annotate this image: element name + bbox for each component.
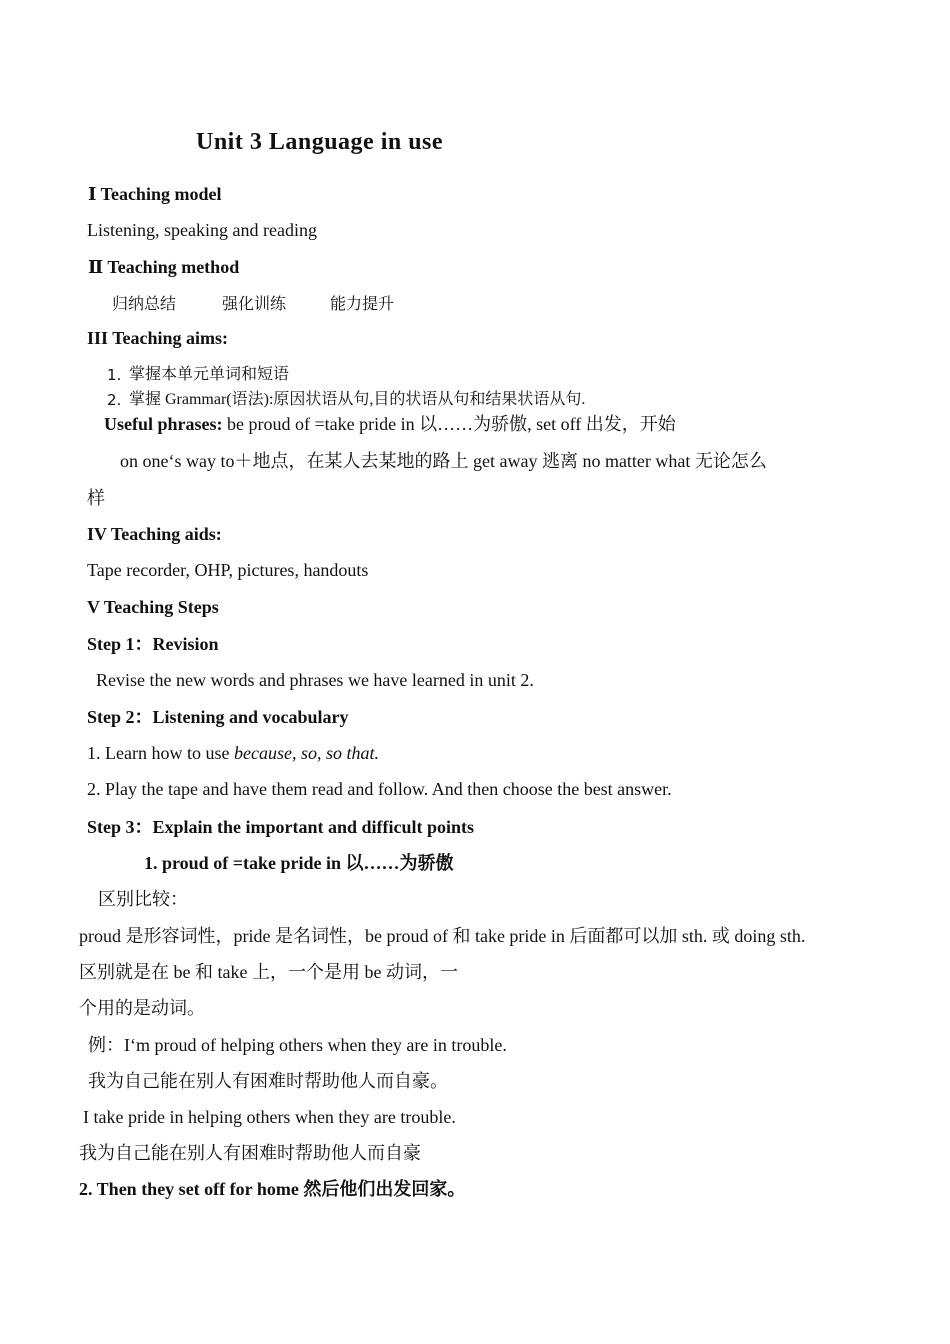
useful-phrases-text-1: be proud of =take pride in 以……为骄傲, set off 出发，开始 [222, 414, 676, 434]
compare-label: 区别比较： [98, 889, 188, 909]
useful-phrases-label: Useful phrases: [104, 414, 223, 434]
method-item-1: 归纳总结 [112, 296, 177, 313]
example-1-chinese: 我为自己能在别人有困难时帮助他人而自豪。 [88, 1071, 448, 1091]
section-heading-teaching-model: Ⅰ Teaching model [88, 184, 222, 204]
useful-phrases-text-2: on one‘s way to＋地点，在某人去某地的路上 get away 逃离 no matter what 无论怎么 [120, 451, 767, 471]
section-heading-teaching-aids: IV Teaching aids: [87, 524, 222, 544]
step-2-item-1 [87, 742, 379, 764]
step-2-item-2: 2. Play the tape and have them read and follow. And then choose the best answer. [87, 779, 672, 799]
section-heading-teaching-method: Ⅱ Teaching method [88, 257, 240, 277]
section-heading-teaching-steps: V Teaching Steps [87, 597, 219, 617]
aim-number-2: 2. [107, 391, 122, 409]
teaching-aids-text: Tape recorder, OHP, pictures, handouts [87, 560, 369, 580]
explain-line-3: 个用的是动词。 [79, 998, 205, 1018]
useful-phrases-line [104, 413, 676, 435]
example-2-chinese: 我为自己能在别人有困难时帮助他人而自豪 [79, 1143, 421, 1163]
teaching-model-text: Listening, speaking and reading [87, 220, 317, 240]
aim-text-1: 掌握本单元单词和短语 [129, 366, 290, 383]
step-2-heading: Step 2：Listening and vocabulary [87, 707, 349, 727]
step-3-heading: Step 3：Explain the important and difficult points [87, 817, 475, 837]
method-item-3: 能力提升 [330, 296, 395, 313]
step-2-item-1-italic: because, so, so that. [233, 743, 379, 763]
useful-phrases-text-3: 样 [87, 488, 105, 508]
section-heading-teaching-aims: III Teaching aims: [87, 328, 229, 348]
method-item-2: 强化训练 [222, 296, 287, 313]
point-1-heading: 1. proud of =take pride in 以……为骄傲 [144, 853, 454, 873]
aim-number-1: 1. [107, 366, 122, 384]
aim-text-2: 掌握 Grammar(语法):原因状语从句,目的状语从句和结果状语从句. [129, 391, 586, 408]
explain-line-2: 区别就是在 be 和 take 上，一个是用 be 动词，一 [79, 962, 458, 982]
example-2-english: I take pride in helping others when they are trouble. [83, 1107, 456, 1127]
step-1-text: Revise the new words and phrases we have learned in unit 2. [96, 670, 534, 690]
page-title: Unit 3 Language in use [196, 129, 444, 155]
point-2-heading: 2. Then they set off for home 然后他们出发回家。 [79, 1179, 466, 1199]
step-2-item-1-text: 1. Learn how to use [87, 743, 234, 763]
example-1-english: 例：I‘m proud of helping others when they are in trouble. [88, 1035, 507, 1055]
step-1-heading: Step 1：Revision [87, 634, 219, 654]
explain-line-1: proud 是形容词性，pride 是名词性，be proud of 和 take pride in 后面都可以加 sth. 或 doing sth. [79, 926, 806, 946]
